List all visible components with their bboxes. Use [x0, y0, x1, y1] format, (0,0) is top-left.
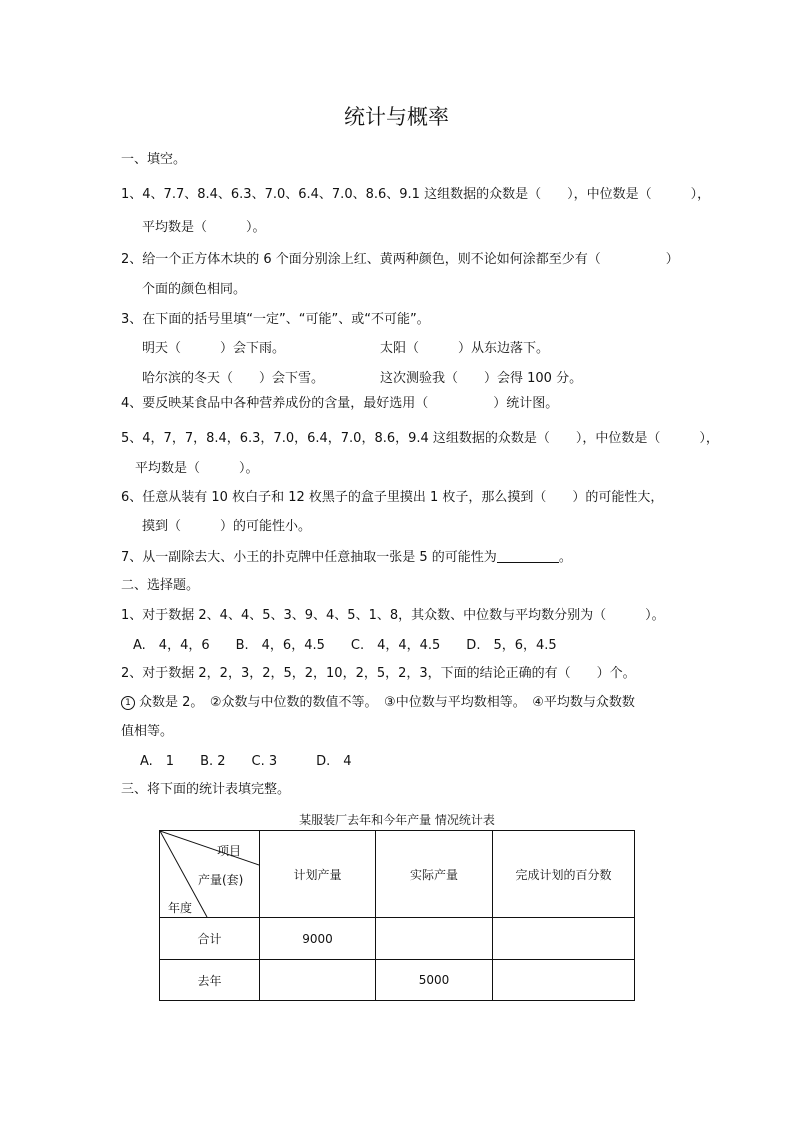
- col-header-planned: 计划产量: [260, 831, 376, 918]
- q2-1-options: A. 4，4，6 B. 4，6，4.5 C. 4，4，4.5 D. 5，6，4.5: [133, 638, 557, 653]
- table-row: [160, 960, 635, 1001]
- section1-heading: 一、填空。: [121, 152, 187, 167]
- col-header-actual: 实际产量: [376, 831, 493, 918]
- q1-7-line: [121, 550, 572, 566]
- q1-1-line2: 平均数是（ ）。: [142, 220, 266, 235]
- q1-5-line2: 平均数是（ ）。: [135, 461, 259, 476]
- q1-6-line2: 摸到（ ）的可能性小。: [142, 519, 312, 534]
- row-label-total: 合计: [160, 918, 260, 960]
- q1-7-prefix: 7、从一副除去大、小王的扑克牌中任意抽取一张是 5 的可能性为: [121, 550, 497, 565]
- diag-label-year: 年度: [168, 901, 193, 915]
- q2-2-options: A. 1 B. 2 C. 3 D. 4: [140, 754, 352, 769]
- q1-5-line1: 5、4，7，7，8.4，6.3，7.0，6.4，7.0，8.6，9.4 这组数据的众数是（ ），中位数是（ ），: [121, 431, 719, 446]
- q1-3-line1: 3、在下面的括号里填“一定”、“可能”、或“不可能”。: [121, 312, 430, 327]
- section2-heading: 二、选择题。: [121, 578, 200, 593]
- cell-last-year-planned: [260, 960, 376, 1001]
- cell-total-percent: [493, 918, 635, 960]
- q1-3-a: 明天（ ）会下雨。: [142, 341, 286, 356]
- q1-3-c: 哈尔滨的冬天（ ）会下雪。: [142, 371, 325, 386]
- page-title: 统计与概率: [344, 105, 449, 129]
- q1-3-b: 太阳（ ）从东边落下。: [380, 341, 550, 356]
- cell-last-year-actual: 5000: [376, 960, 493, 1001]
- q1-6-line1: 6、任意从装有 10 枚白子和 12 枚黑子的盒子里摸出 1 枚子，那么摸到（ ）的可能性大，: [121, 490, 664, 505]
- table-row: [160, 918, 635, 960]
- q1-1-line1: 1、4、7.7、8.4、6.3、7.0、6.4、7.0、8.6、9.1 这组数据的众数是（ ），中位数是（ ），: [121, 187, 711, 202]
- row-label-last-year: 去年: [160, 960, 260, 1001]
- q1-3-d: 这次测验我（ ）会得 100 分。: [380, 371, 583, 386]
- q2-2-line2-wrap: [121, 695, 635, 711]
- table-caption: 某服装厂去年和今年产量 情况统计表: [299, 813, 495, 827]
- diag-label-item: 项目: [217, 844, 242, 858]
- cell-total-actual: [376, 918, 493, 960]
- q2-1-line1: 1、对于数据 2、4、4、5、3、9、4、5、1、8，其众数、中位数与平均数分别为（ ）。: [121, 608, 665, 623]
- q2-2-line2: 众数是 2。 ②众数与中位数的数值不等。 ③中位数与平均数相等。 ④平均数与众数数: [139, 695, 635, 710]
- q1-7-suffix: 。: [558, 550, 572, 565]
- answer-blank: [497, 550, 559, 563]
- cell-last-year-percent: [493, 960, 635, 1001]
- diag-label-output: 产量(套): [198, 873, 244, 887]
- q1-2-line1: 2、给一个正方体木块的 6 个面分别涂上红、黄两种颜色，则不论如何涂都至少有（ ）: [121, 252, 679, 267]
- q2-2-line3: 值相等。: [121, 724, 174, 739]
- col-header-percent: 完成计划的百分数: [493, 831, 635, 918]
- q2-2-line1: 2、对于数据 2，2，3，2，5，2，10，2，5，2，3，下面的结论正确的有（ ）个。: [121, 666, 636, 681]
- diagonal-header-cell: [160, 831, 260, 918]
- table-header-row: [160, 831, 635, 918]
- section3-heading: 三、将下面的统计表填完整。: [121, 782, 291, 797]
- q1-2-line2: 个面的颜色相同。: [142, 282, 247, 297]
- q1-4-line1: 4、要反映某食品中各种营养成份的含量，最好选用（ ）统计图。: [121, 396, 559, 411]
- circled-one-marker: 1: [121, 696, 135, 710]
- cell-total-planned: 9000: [260, 918, 376, 960]
- statistics-table: [159, 830, 635, 1001]
